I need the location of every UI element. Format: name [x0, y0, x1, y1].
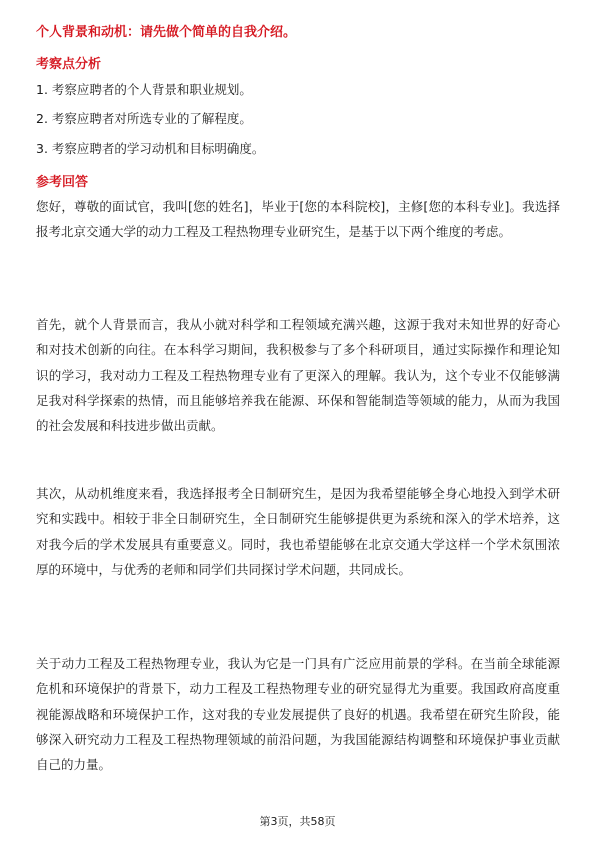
answer-heading: 参考回答 [36, 175, 89, 190]
answer-paragraph: 其次，从动机维度来看，我选择报考全日制研究生，是因为我希望能够全身心地投入到学术研究和实践中。相较于非全日制研究生，全日制研究生能够提供更为系统和深入的学术培养，这对我今后的学术发展具有重要意义。同时，我也希望能够在北京交通大学这样一个学术氛围浓厚的环境中，与优秀的老师和同学们共同探讨学术问题，共同成长。 [36, 486, 560, 577]
analysis-point: 2. 考察应聘者对所选专业的了解程度。 [36, 111, 252, 126]
question-title: 个人背景和动机：请先做个简单的自我介绍。 [36, 25, 297, 40]
analysis-heading: 考察点分析 [36, 57, 102, 72]
answer-paragraph: 首先，就个人背景而言，我从小就对科学和工程领域充满兴趣，这源于我对未知世界的好奇心和对技术创新的向往。在本科学习期间，我积极参与了多个科研项目，通过实际操作和理论知识的学习，我对动力工程及工程热物理专业有了更深入的理解。我认为，这个专业不仅能够满足我对科学探索的热情，而且能够培养我在能源、环保和智能制造等领域的能力，从而为我国的社会发展和科技进步做出贡献。 [36, 317, 560, 434]
analysis-point: 3. 考察应聘者的学习动机和目标明确度。 [36, 141, 265, 156]
analysis-point: 1. 考察应聘者的个人背景和职业规划。 [36, 82, 252, 97]
page-number: 第3页，共58页 [259, 815, 336, 828]
answer-paragraph: 关于动力工程及工程热物理专业，我认为它是一门具有广泛应用前景的学科。在当前全球能源危机和环境保护的背景下，动力工程及工程热物理专业的研究显得尤为重要。我国政府高度重视能源战略和环境保护工作，这对我的专业发展提供了良好的机遇。我希望在研究生阶段，能够深入研究动力工程及工程热物理领域的前沿问题，为我国能源结构调整和环境保护事业贡献自己的力量。 [36, 656, 560, 773]
answer-paragraph: 您好，尊敬的面试官，我叫[您的姓名]，毕业于[您的本科院校]，主修[您的本科专业]。我选择报考北京交通大学的动力工程及工程热物理专业研究生，是基于以下两个维度的考虑。 [36, 199, 560, 240]
